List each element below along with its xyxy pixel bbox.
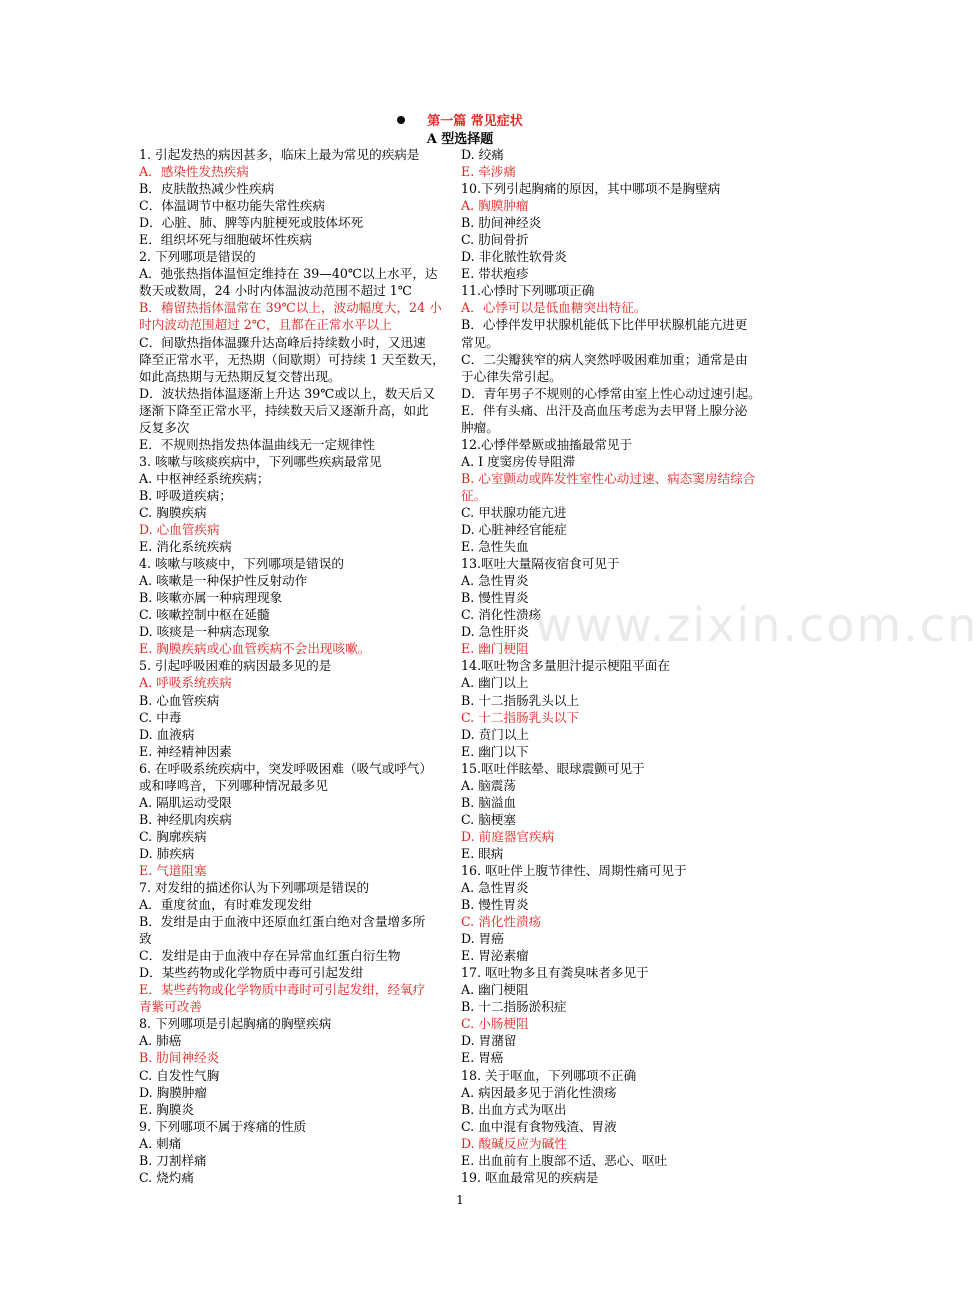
question-line: 18. 关于呕血，下列哪项不正确 bbox=[461, 1067, 637, 1083]
question-line: A. 脑震荡 bbox=[461, 777, 516, 793]
answer-line: D. 酸碱反应为碱性 bbox=[461, 1135, 567, 1151]
question-line: 逐渐下降至正常水平，持续数天后又逐渐升高，如此 bbox=[139, 402, 429, 418]
question-line: B．发绀是由于血液中还原血红蛋白绝对含量增多所 bbox=[139, 914, 426, 930]
question-line: B. 心血管疾病 bbox=[139, 692, 220, 708]
question-line: C．间歇热指体温骤升达高峰后持续数小时，又迅速 bbox=[139, 334, 426, 350]
question-line: D．心脏、肺、脾等内脏梗死或肢体坏死 bbox=[139, 215, 364, 231]
question-line: E. 神经精神因素 bbox=[139, 743, 232, 759]
question-line: A. 急性胃炎 bbox=[461, 573, 529, 589]
section-subtitle: A 型选择题 bbox=[426, 132, 494, 147]
question-line: E. 幽门以下 bbox=[461, 743, 529, 759]
answer-line: E. 牵涉痛 bbox=[461, 164, 516, 180]
question-line: D. 非化脓性软骨炎 bbox=[461, 249, 567, 265]
right-column bbox=[461, 146, 786, 1186]
question-line: C. 胸廓疾病 bbox=[139, 828, 207, 844]
question-line: C. 中毒 bbox=[139, 709, 182, 725]
question-line: B. 神经肌肉疾病 bbox=[139, 811, 232, 827]
question-line: A．弛张热指体温恒定维持在 39—40℃以上水平，达 bbox=[139, 266, 438, 282]
question-line: 11.心悸时下列哪项正确 bbox=[461, 283, 595, 299]
question-line: E. 带状疱疹 bbox=[461, 266, 529, 282]
question-line: E. 胸膜炎 bbox=[139, 1101, 194, 1117]
question-line: 2. 下列哪项是错误的 bbox=[139, 249, 256, 265]
question-line: C. 肋间骨折 bbox=[461, 232, 529, 248]
question-line: C. 甲状腺功能亢进 bbox=[461, 504, 567, 520]
answer-line: E. 幽门梗阻 bbox=[461, 641, 529, 657]
answer-line: B．稽留热指体温常在 39℃以上，波动幅度大，24 小 bbox=[139, 300, 442, 316]
answer-line: C. 十二指肠乳头以下 bbox=[461, 709, 579, 725]
answer-line: B. 肋间神经炎 bbox=[139, 1050, 220, 1066]
question-line: A. 隔肌运动受限 bbox=[139, 794, 232, 810]
question-line: E. 胃泌素瘤 bbox=[461, 948, 529, 964]
question-line: D. 咳痰是一种病态现象 bbox=[139, 624, 270, 640]
question-line: D. 胃癌 bbox=[461, 931, 504, 947]
question-line: 3. 咳嗽与咳痰疾病中，下列哪些疾病最常见 bbox=[139, 453, 382, 469]
question-line: A. I 度窦房传导阻滞 bbox=[461, 453, 576, 469]
question-line: E. 急性失血 bbox=[461, 539, 529, 555]
question-line: C．二尖瓣狭窄的病人突然呼吸困难加重；通常是由 bbox=[461, 351, 748, 367]
question-line: B. 肋间神经炎 bbox=[461, 215, 542, 231]
question-line: C. 自发性气胸 bbox=[139, 1067, 220, 1083]
question-line: D．某些药物或化学物质中毒可引起发绀 bbox=[139, 965, 364, 981]
question-line: D. 急性肝炎 bbox=[461, 624, 530, 640]
question-line: B. 呼吸道疾病； bbox=[139, 487, 232, 503]
question-line: A. 幽门以上 bbox=[461, 675, 529, 691]
answer-line: A．心悸可以是低血糖突出特征。 bbox=[461, 300, 647, 316]
answer-line: B. 心室颤动或阵发性室性心动过速、病态窦房结综合 bbox=[461, 470, 756, 486]
answer-line: A. 胸膜肿瘤 bbox=[461, 198, 529, 214]
question-line: E．伴有头痛、出汗及高血压考虑为去甲肾上腺分泌 bbox=[461, 402, 748, 418]
question-line: C. 咳嗽控制中枢在延髓 bbox=[139, 607, 270, 623]
question-line: A. 急性胃炎 bbox=[461, 880, 529, 896]
question-line: B．皮肤散热减少性疾病 bbox=[139, 181, 275, 197]
answer-line: C. 小肠梗阻 bbox=[461, 1016, 529, 1032]
question-line: C. 烧灼痛 bbox=[139, 1169, 194, 1185]
answer-line: E. 胸膜疾病或心血管疾病不会出现咳嗽。 bbox=[139, 641, 371, 657]
answer-line: E. 气道阻塞 bbox=[139, 862, 207, 878]
question-line: E. 眼病 bbox=[461, 845, 504, 861]
question-line: C. 胸膜疾病 bbox=[139, 504, 207, 520]
question-line: B. 咳嗽亦属一种病理现象 bbox=[139, 590, 283, 606]
question-line: A. 咳嗽是一种保护性反射动作 bbox=[139, 573, 308, 589]
watermark: www.zixin.com.cn bbox=[535, 598, 978, 652]
question-line: A. 病因最多见于消化性溃疡 bbox=[461, 1084, 617, 1100]
question-line: B. 慢性胃炎 bbox=[461, 590, 529, 606]
question-line: 肿瘤。 bbox=[461, 419, 499, 435]
question-line: E. 出血前有上腹部不适、恶心、呕吐 bbox=[461, 1152, 668, 1168]
page-number: 1 bbox=[456, 1193, 464, 1207]
question-line: C. 消化性溃疡 bbox=[461, 607, 542, 623]
question-line: 8. 下列哪项是引起胸痛的胸壁疾病 bbox=[139, 1016, 332, 1032]
question-line: 9. 下列哪项不属于疼痛的性质 bbox=[139, 1118, 307, 1134]
question-line: D. 贲门以上 bbox=[461, 726, 530, 742]
question-line: D．波状热指体温逐渐上升达 39℃或以上，数天后又 bbox=[139, 385, 436, 401]
question-line: C. 脑梗塞 bbox=[461, 811, 516, 827]
question-line: B. 慢性胃炎 bbox=[461, 897, 529, 913]
question-line: A. 刺痛 bbox=[139, 1135, 182, 1151]
question-line: B. 刀割样痛 bbox=[139, 1152, 207, 1168]
question-line: B．心悸伴发甲状腺机能低下比伴甲状腺机能亢进更 bbox=[461, 317, 748, 333]
question-line: 19. 呕血最常见的疾病是 bbox=[461, 1169, 599, 1185]
question-line: 降至正常水平，无热期（间歇期）可持续 1 天至数天， bbox=[139, 351, 445, 367]
question-line: 于心律失常引起。 bbox=[461, 368, 562, 384]
question-line: 或和哮鸣音，下列哪种情况最多见 bbox=[139, 777, 328, 793]
answer-line: A．感染性发热疾病 bbox=[139, 164, 249, 180]
question-line: E．组织坏死与细胞破坏性疾病 bbox=[139, 232, 312, 248]
answer-line: 青紫可改善 bbox=[139, 999, 202, 1015]
question-line: D. 绞痛 bbox=[461, 147, 504, 162]
chapter-title-text: 第一篇 常见症状 bbox=[427, 114, 523, 129]
question-line: B. 十二指肠淤积症 bbox=[461, 999, 567, 1015]
question-line: B. 十二指肠乳头以上 bbox=[461, 692, 580, 708]
answer-line: E．某些药物或化学物质中毒时可引起发绀，经氧疗 bbox=[139, 982, 426, 998]
question-line: A. 幽门梗阻 bbox=[461, 982, 529, 998]
question-line: 反复多次 bbox=[139, 419, 190, 435]
question-line: E. 消化系统疾病 bbox=[139, 539, 232, 555]
question-line: A. 肺癌 bbox=[139, 1033, 182, 1049]
question-line: C．发绀是由于血液中存在异常血红蛋白衍生物 bbox=[139, 948, 401, 964]
question-line: A. 中枢神经系统疾病； bbox=[139, 470, 270, 486]
question-line: 10.下列引起胸痛的原因，其中哪项不是胸壁病 bbox=[461, 181, 721, 197]
question-line: E．不规则热指发热体温曲线无一定规律性 bbox=[139, 436, 375, 452]
chapter-title bbox=[0, 110, 920, 129]
question-line: 15.呕吐伴眩晕、眼球震颤可见于 bbox=[461, 760, 645, 776]
answer-line: D. 前庭器官疾病 bbox=[461, 828, 555, 844]
question-line: A．重度贫血，有时难发现发绀 bbox=[139, 897, 312, 913]
question-line: 4. 咳嗽与咳痰中，下列哪项是错误的 bbox=[139, 556, 344, 572]
question-line: 17. 呕吐物多且有粪臭味者多见于 bbox=[461, 965, 649, 981]
question-line: 常见。 bbox=[461, 334, 499, 350]
answer-line: A. 呼吸系统疾病 bbox=[139, 675, 232, 691]
question-line: 数天或数周，24 小时内体温波动范围不超过 1℃ bbox=[139, 283, 412, 299]
question-line: D．青年男子不规则的心悸常由室上性心动过速引起。 bbox=[461, 385, 761, 401]
question-line: C．体温调节中枢功能失常性疾病 bbox=[139, 198, 325, 214]
question-line: 5. 引起呼吸困难的病因最多见的是 bbox=[139, 658, 332, 674]
question-line: 致 bbox=[139, 931, 152, 947]
question-line: 1. 引起发热的病因甚多，临床上最为常见的疾病是 bbox=[139, 147, 420, 162]
question-line: B. 脑溢血 bbox=[461, 794, 517, 810]
question-line: 14.呕吐物含多量胆汁提示梗阻平面在 bbox=[461, 658, 670, 674]
question-line: 13.呕吐大量隔夜宿食可见于 bbox=[461, 556, 620, 572]
question-line: 如此高热期与无热期反复交替出现。 bbox=[139, 368, 341, 384]
question-line: 7. 对发绀的描述你认为下列哪项是错误的 bbox=[139, 880, 370, 896]
answer-line: 时内波动范围超过 2℃，且都在正常水平以上 bbox=[139, 317, 392, 333]
answer-line: 征。 bbox=[461, 487, 487, 503]
question-line: 12.心悸伴晕厥或抽搐最常见于 bbox=[461, 436, 633, 452]
bullet-icon bbox=[397, 116, 405, 124]
question-line: 16. 呕吐伴上腹节律性、周期性痛可见于 bbox=[461, 862, 687, 878]
question-line: D. 心脏神经官能症 bbox=[461, 522, 567, 538]
answer-line: D. 心血管疾病 bbox=[139, 522, 220, 538]
question-line: E. 胃癌 bbox=[461, 1050, 504, 1066]
question-line: D. 血液病 bbox=[139, 726, 195, 742]
answer-line: C. 消化性溃疡 bbox=[461, 914, 542, 930]
left-column bbox=[139, 146, 459, 1186]
question-line: D. 胸膜肿瘤 bbox=[139, 1084, 208, 1100]
question-line: B. 出血方式为呕出 bbox=[461, 1101, 567, 1117]
question-line: 6. 在呼吸系统疾病中，突发呼吸困难（吸气或呼气） bbox=[139, 760, 433, 776]
question-line: C. 血中混有食物残渣、胃液 bbox=[461, 1118, 617, 1134]
question-line: D. 胃潴留 bbox=[461, 1033, 517, 1049]
question-line: D. 肺疾病 bbox=[139, 845, 195, 861]
